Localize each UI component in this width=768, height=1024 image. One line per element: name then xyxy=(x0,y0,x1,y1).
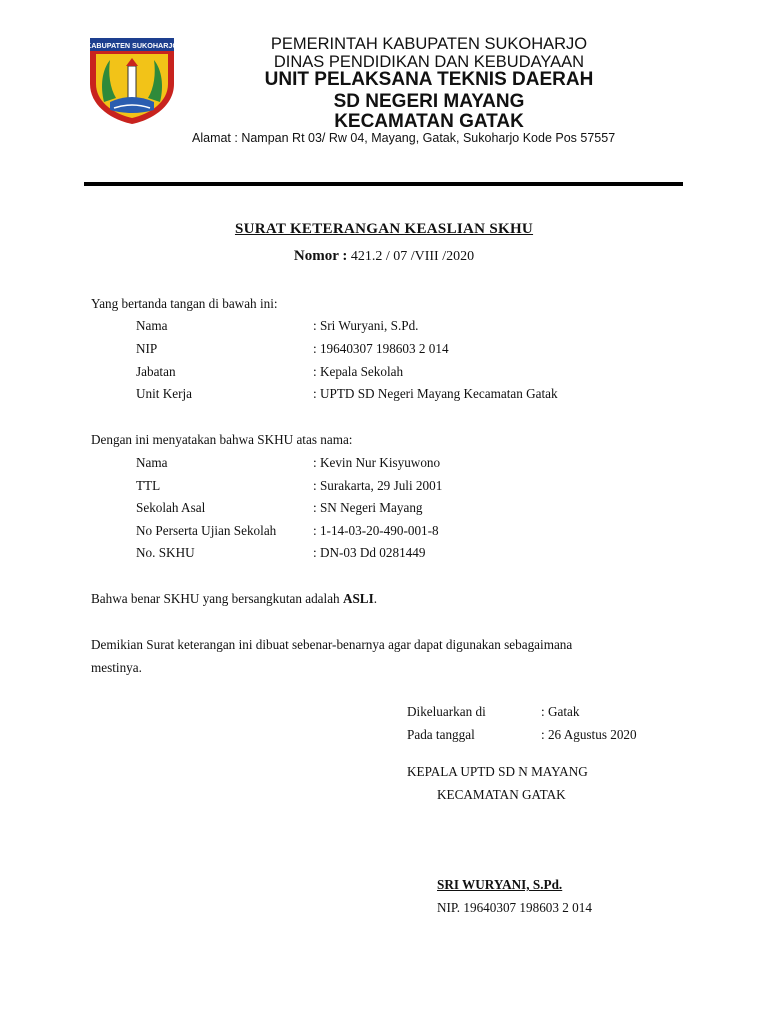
student-label: No. SKHU xyxy=(136,545,195,560)
authenticity-bold: ASLI xyxy=(342,591,374,606)
document-title: SURAT KETERANGAN KEASLIAN SKHU xyxy=(234,221,534,237)
closing-line-1: Demikian Surat keterangan ini dibuat sebenar-benarnya agar dapat digunakan sebagaimana xyxy=(91,637,573,652)
signer-value: : 19640307 198603 2 014 xyxy=(313,341,449,356)
letterhead-government: PEMERINTAH KABUPATEN SUKOHARJO xyxy=(270,35,588,53)
student-value: : DN-03 Dd 0281449 xyxy=(313,545,426,560)
signatory-nip: NIP. 19640307 198603 2 014 xyxy=(437,900,592,915)
authenticity-text: Bahwa benar SKHU yang bersangkutan adalah xyxy=(91,591,343,606)
letterhead-school: SD NEGERI MAYANG xyxy=(333,91,525,112)
document-number xyxy=(0,248,768,265)
signer-value: : Sri Wuryani, S.Pd. xyxy=(313,318,419,333)
signatory-name: SRI WURYANI, S.Pd. xyxy=(437,877,563,892)
student-value: : Surakarta, 29 Juli 2001 xyxy=(313,478,443,493)
student-label: No Perserta Ujian Sekolah xyxy=(136,523,277,538)
signer-label: Unit Kerja xyxy=(136,386,193,401)
intro-text: Yang bertanda tangan di bawah ini: xyxy=(91,296,278,311)
student-value: : SN Negeri Mayang xyxy=(313,500,423,515)
closing-line-2: mestinya. xyxy=(91,660,142,675)
student-value: : Kevin Nur Kisyuwono xyxy=(313,455,441,470)
student-label: Nama xyxy=(136,455,168,470)
signer-value: : Kepala Sekolah xyxy=(313,364,404,379)
authenticity-end: . xyxy=(373,591,378,606)
letterhead-unit: UNIT PELAKSANA TEKNIS DAERAH xyxy=(264,69,594,90)
position-line-1: KEPALA UPTD SD N MAYANG xyxy=(407,764,588,779)
issued-date-label: Pada tanggal xyxy=(407,727,475,742)
student-label: Sekolah Asal xyxy=(136,500,206,515)
issued-place-label: Dikeluarkan di xyxy=(407,704,486,719)
signer-label: Jabatan xyxy=(136,364,176,379)
number-label: Nomor : xyxy=(293,248,348,264)
letterhead-divider xyxy=(84,182,683,186)
student-label: TTL xyxy=(136,478,161,493)
letterhead-address: Alamat : Nampan Rt 03/ Rw 04, Mayang, Gatak, Sukoharjo Kode Pos 57557 xyxy=(192,131,616,145)
issued-place-value: : Gatak xyxy=(541,704,580,719)
signer-label: NIP xyxy=(136,341,158,356)
issued-date-value: : 26 Agustus 2020 xyxy=(541,727,637,742)
position-line-2: KECAMATAN GATAK xyxy=(437,787,566,802)
number-value: 421.2 / 07 /VIII /2020 xyxy=(350,249,475,264)
letterhead-department: DINAS PENDIDIKAN DAN KEBUDAYAAN xyxy=(273,53,585,71)
letterhead-district: KECAMATAN GATAK xyxy=(334,111,524,132)
signer-value: : UPTD SD Negeri Mayang Kecamatan Gatak xyxy=(313,386,558,401)
statement-text: Dengan ini menyatakan bahwa SKHU atas nama: xyxy=(91,432,353,447)
authenticity-statement xyxy=(91,591,377,607)
signer-label: Nama xyxy=(136,318,168,333)
student-value: : 1-14-03-20-490-001-8 xyxy=(313,523,439,538)
logo-banner-text: KABUPATEN SUKOHARJO xyxy=(86,41,178,50)
